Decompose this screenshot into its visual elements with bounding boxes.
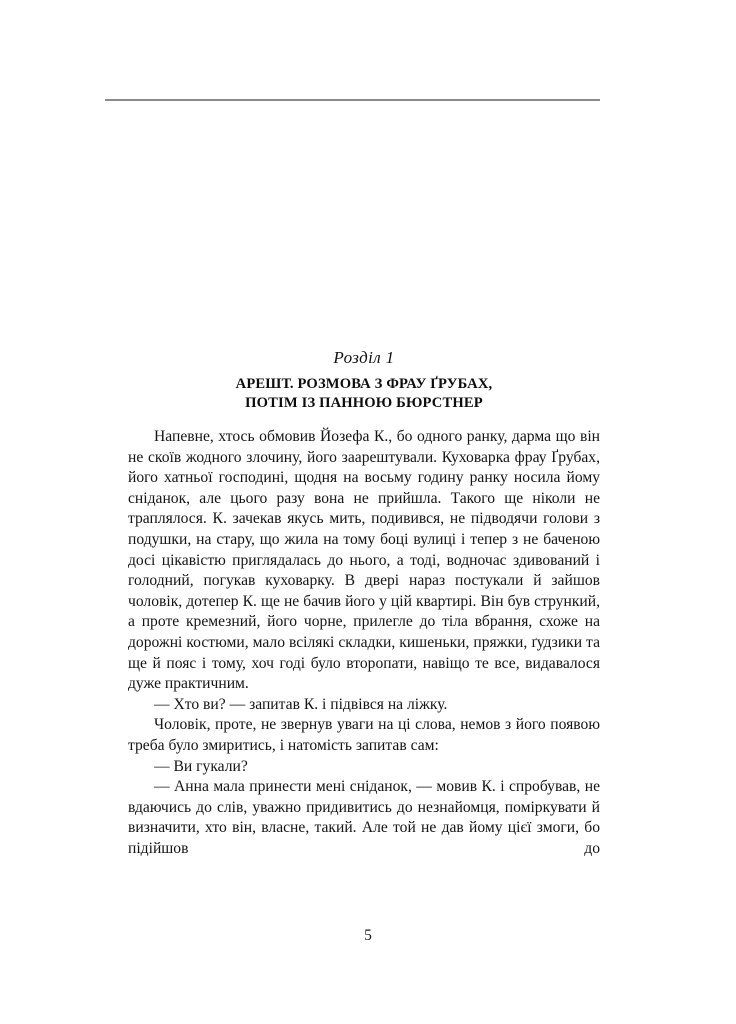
header-rule [105, 99, 600, 101]
body-text [128, 427, 600, 859]
paragraph-5: — Анна мала принести мені сніданок, — мовив К. і спробував, не вдаючись до слів, уважно придивитись до незнайомця, поміркувати й визначити, хто він, власне, такий. Але той не дав йому цієї змоги, бо підійшов до [128, 778, 600, 857]
chapter-title [128, 375, 600, 414]
page-number: 5 [364, 927, 372, 944]
paragraph-1: Напевне, хтось обмовив Йозефа К., бо одного ранку, дарма що він не скоїв жодного злочину, його заарештували. Куховарка фрау Ґрубах, його хатньої господині, щодня на восьму годину ранку носила йому сніданок, але цього разу вона не прийшла. Такого ще ніколи не траплялося. К. зачекав якусь мить, подивився, не підводячи голови з подушки, на стару, що жила на тому боці вулиці і тепер з не баченою досі цікавістю приглядалась до нього, а тоді, водночас здивований і голодний, погукав куховарку. В двері нараз постукали й зайшов чоловік, дотепер К. ще не бачив його у цій квартирі. Він був стрункий, а проте кремезний, його чорне, прилегле до тіла вбрання, схоже на дорожні костюми, мало всілякі складки, кишеньки, пряжки, ґудзики та ще й пояс і тому, хоч годі було второпати, навіщо те все, видавалося дуже практичним. [128, 428, 600, 693]
chapter-title-line-2: ПОТІМ ІЗ ПАННОЮ БЮРСТНЕР [245, 394, 483, 411]
text-column [128, 348, 600, 860]
chapter-number: Розділ 1 [333, 348, 395, 367]
chapter-title-line-1: АРЕШТ. РОЗМОВА З ФРАУ ҐРУБАХ, [235, 375, 493, 392]
paragraph-3: Чоловік, проте, не звернув уваги на ці слова, немов з його появою треба було змиритись, і натомість запитав сам: [128, 716, 600, 754]
paragraph-2: — Хто ви? — запитав К. і підвівся на ліжку. [154, 695, 448, 713]
paragraph-4: — Ви гукали? [154, 757, 248, 775]
